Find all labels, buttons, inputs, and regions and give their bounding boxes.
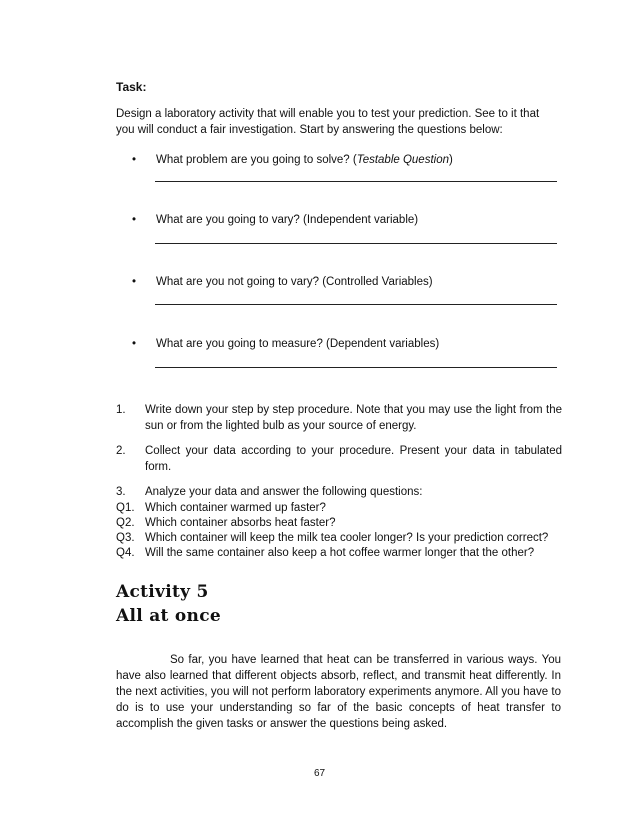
activity-title: Activity 5 [116,582,209,602]
step-number: 1. [116,404,126,416]
task-intro-line-2: you will conduct a fair investigation. Start by answering the questions below: [116,124,503,136]
task-heading: Task: [116,80,147,94]
task-intro-line-1: Design a laboratory activity that will enable you to test your prediction. See to it that [116,108,540,120]
page-number: 67 [313,768,326,779]
step-number: 2. [116,445,126,457]
question-text: Will the same container also keep a hot coffee warmer longer that the other? [145,547,535,559]
answer-line-4[interactable] [155,367,557,368]
answer-line-1[interactable] [155,181,557,182]
step-number: 3. [116,486,126,498]
question-number: Q3. [116,532,135,544]
step-text: Analyze your data and answer the following questions: [145,486,423,498]
answer-line-2[interactable] [155,243,557,244]
answer-line-3[interactable] [155,304,557,305]
question-number: Q4. [116,547,135,559]
question-text: Which container absorbs heat faster? [145,517,336,529]
bullet-icon: • [132,276,137,288]
bullet-icon: • [132,154,137,166]
step-text: Collect your data according to your procedure. Present your data in tabulated form. [145,445,562,473]
bullet-icon: • [132,338,137,350]
testable-question-emphasis: Testable Question [356,154,449,166]
question-text: Which container will keep the milk tea cooler longer? Is your prediction correct? [145,532,549,544]
bullet-question-text: What are you going to measure? (Dependent variables) [156,338,440,350]
step-text: Write down your step by step procedure. Note that you may use the light from the sun or from the lighted bulb as your source of energy. [145,404,562,432]
question-number: Q1. [116,502,135,514]
question-text: Which container warmed up faster? [145,502,326,514]
bullet-icon: • [132,214,137,226]
activity-subtitle: All at once [116,606,221,626]
activity-paragraph: So far, you have learned that heat can be transferred in various ways. You have also learned that different objects absorb, reflect, and transmit heat differently. In the next activities, you will not perform laboratory experiments anymore. All you have to do is to use your understanding so far of the basic concepts of heat transfer to accomplish the given tasks or answer the questions being asked. [116,654,561,730]
bullet-question-text: What problem are you going to solve? (Testable Question) [156,154,453,166]
bullet-question-text: What are you not going to vary? (Controlled Variables) [156,276,433,288]
task-intro [116,106,561,138]
bullet-question-text: What are you going to vary? (Independent variable) [156,214,419,226]
question-number: Q2. [116,517,135,529]
